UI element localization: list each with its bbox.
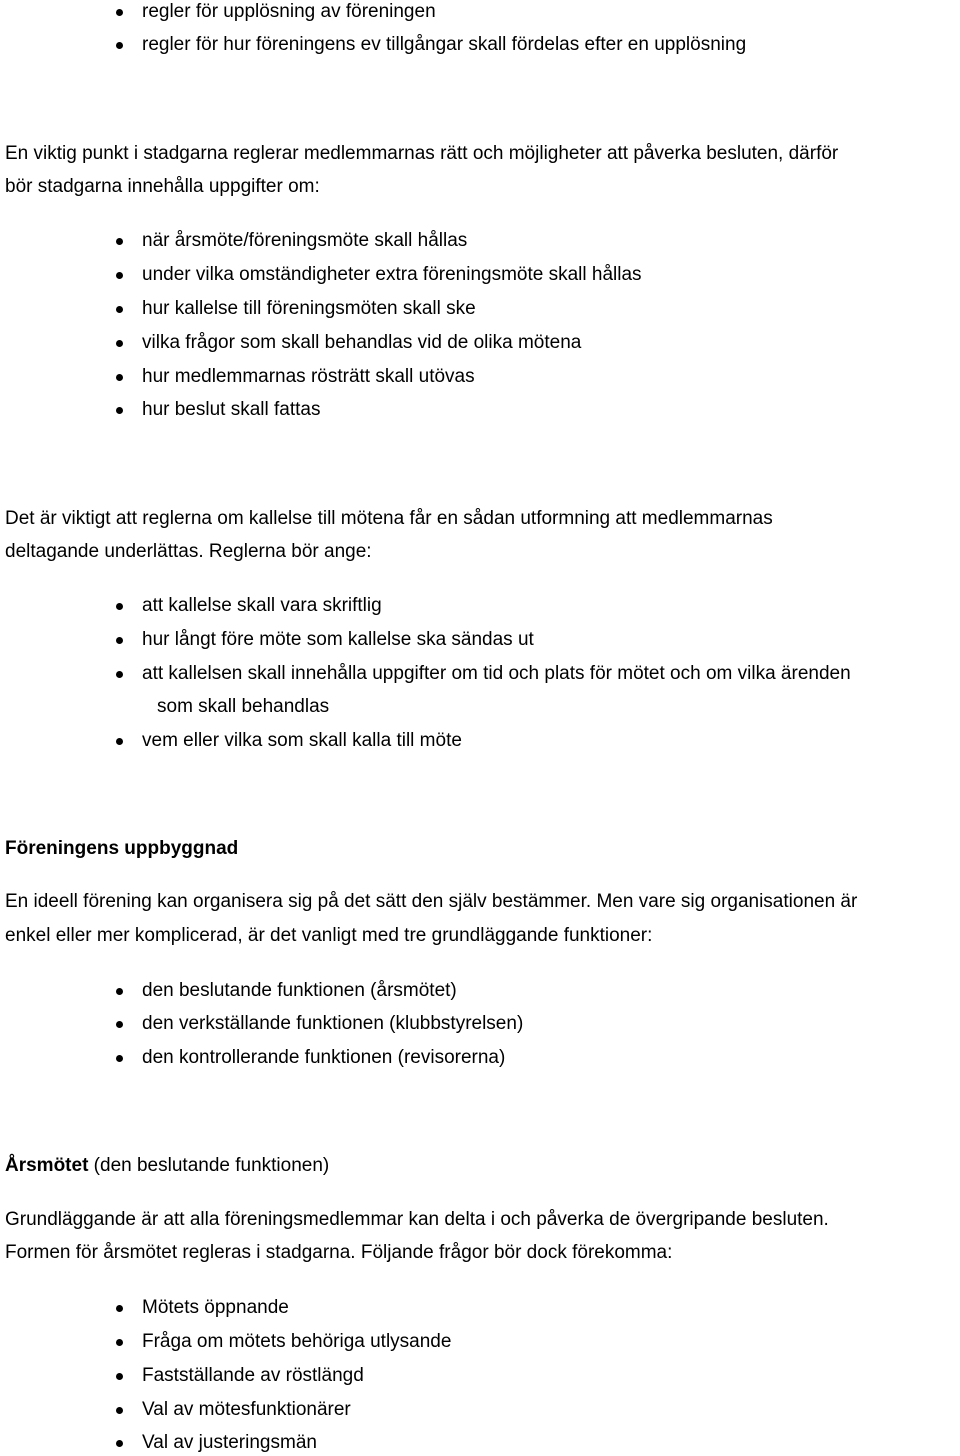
bullet-icon bbox=[116, 306, 123, 313]
list-item-text: vilka frågor som skall behandlas vid de olika mötena bbox=[142, 332, 582, 353]
list-item-text: under vilka omständigheter extra föreningsmöte skall hållas bbox=[142, 264, 642, 285]
paragraph-line: En viktig punkt i stadgarna reglerar medlemmarnas rätt och möjligheter att påverka besluten, därför bbox=[5, 143, 839, 164]
bullet-icon bbox=[116, 1440, 123, 1447]
list-item-text: när årsmöte/föreningsmöte skall hållas bbox=[142, 230, 468, 251]
list-item-text: vem eller vilka som skall kalla till möte bbox=[142, 730, 462, 751]
list-item-text: Mötets öppnande bbox=[142, 1297, 289, 1318]
bullet-icon bbox=[116, 42, 123, 49]
section-heading-bold: Årsmötet bbox=[5, 1155, 89, 1176]
list-item-text: hur kallelse till föreningsmöten skall ske bbox=[142, 298, 476, 319]
bullet-icon bbox=[116, 1305, 123, 1312]
list-item-text: den beslutande funktionen (årsmötet) bbox=[142, 980, 457, 1001]
list-item-text: Val av justeringsmän bbox=[142, 1432, 317, 1453]
paragraph-line: Formen för årsmötet regleras i stadgarna. Följande frågor bör dock förekomma: bbox=[5, 1242, 673, 1263]
section-heading bbox=[5, 1154, 329, 1178]
paragraph-line: bör stadgarna innehålla uppgifter om: bbox=[5, 176, 320, 197]
section-heading-rest: (den beslutande funktionen) bbox=[88, 1155, 330, 1176]
bullet-icon bbox=[116, 671, 123, 678]
bullet-icon bbox=[116, 272, 123, 279]
bullet-icon bbox=[116, 1407, 123, 1414]
list-item-text: hur medlemmarnas rösträtt skall utövas bbox=[142, 366, 475, 387]
list-item-text: hur långt före möte som kallelse ska sändas ut bbox=[142, 629, 534, 650]
paragraph-line: deltagande underlättas. Reglerna bör ange: bbox=[5, 541, 372, 562]
list-item-continuation: som skall behandlas bbox=[157, 696, 330, 717]
bullet-icon bbox=[116, 238, 123, 245]
paragraph-line: En ideell förening kan organisera sig på det sätt den själv bestämmer. Men vare sig organisationen är bbox=[5, 891, 858, 912]
list-item-text: Val av mötesfunktionärer bbox=[142, 1399, 351, 1420]
bullet-icon bbox=[116, 637, 123, 644]
paragraph-line: Det är viktigt att reglerna om kallelse till mötena får en sådan utformning att medlemmarnas bbox=[5, 508, 773, 529]
bullet-icon bbox=[116, 1021, 123, 1028]
list-item-text: Fastställande av röstlängd bbox=[142, 1365, 364, 1386]
list-item-text: Fråga om mötets behöriga utlysande bbox=[142, 1331, 452, 1352]
list-item-text: hur beslut skall fattas bbox=[142, 399, 321, 420]
bullet-icon bbox=[116, 1339, 123, 1346]
list-item-text: regler för hur föreningens ev tillgångar skall fördelas efter en upplösning bbox=[142, 34, 747, 55]
list-item-text: den kontrollerande funktionen (revisorerna) bbox=[142, 1047, 506, 1068]
section-heading: Föreningens uppbyggnad bbox=[5, 838, 239, 859]
list-item-text: att kallelsen skall innehålla uppgifter om tid och plats för mötet och om vilka ärenden bbox=[142, 663, 851, 684]
bullet-icon bbox=[116, 988, 123, 995]
bullet-icon bbox=[116, 1055, 123, 1062]
bullet-icon bbox=[116, 407, 123, 414]
paragraph-line: Grundläggande är att alla föreningsmedlemmar kan delta i och påverka de övergripande besluten. bbox=[5, 1209, 829, 1230]
list-item-text: regler för upplösning av föreningen bbox=[142, 1, 436, 22]
bullet-icon bbox=[116, 1373, 123, 1380]
bullet-icon bbox=[116, 9, 123, 16]
bullet-icon bbox=[116, 603, 123, 610]
list-item-text: att kallelse skall vara skriftlig bbox=[142, 595, 382, 616]
bullet-icon bbox=[116, 738, 123, 745]
bullet-icon bbox=[116, 374, 123, 381]
bullet-icon bbox=[116, 340, 123, 347]
paragraph-line: enkel eller mer komplicerad, är det vanligt med tre grundläggande funktioner: bbox=[5, 925, 653, 946]
list-item-text: den verkställande funktionen (klubbstyrelsen) bbox=[142, 1013, 524, 1034]
